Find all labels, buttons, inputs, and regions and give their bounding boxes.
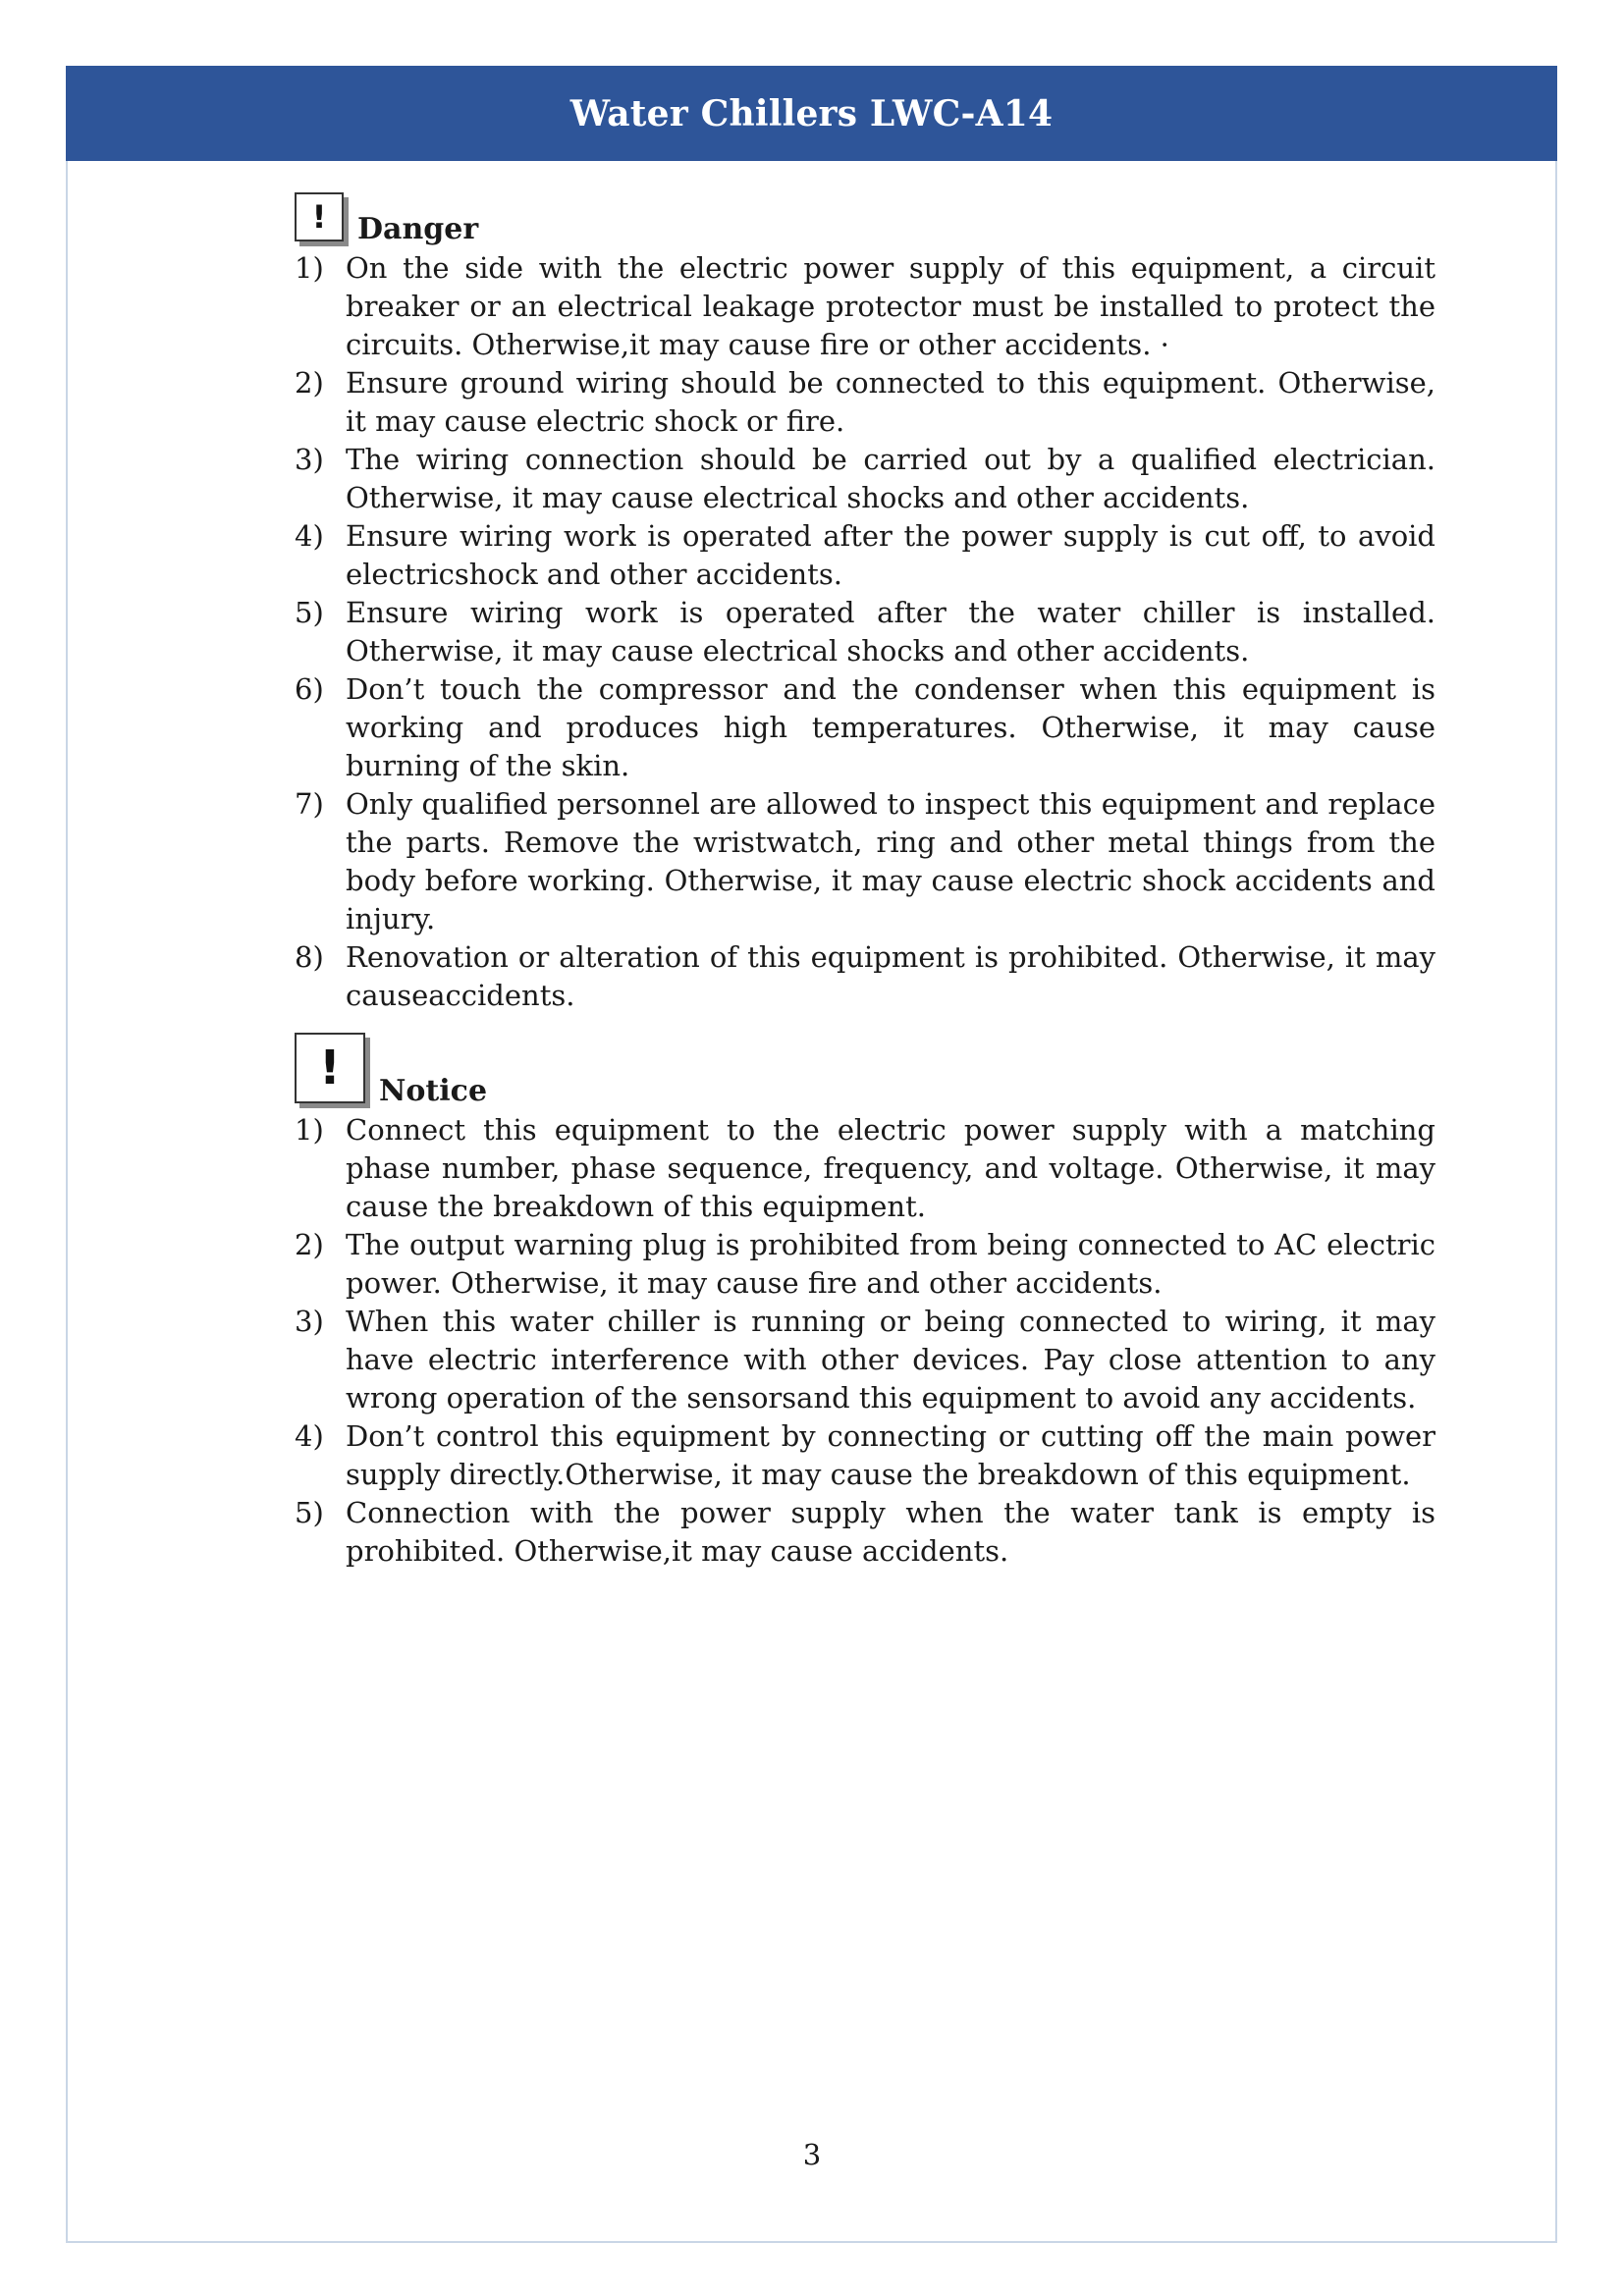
list-item bbox=[295, 938, 1435, 1015]
danger-title: Danger bbox=[357, 212, 479, 246]
page-number: 3 bbox=[802, 2138, 822, 2171]
list-item bbox=[295, 441, 1435, 517]
item-text: On the side with the electric power supply of this equipment, a circuit breaker or an electrical leakage protector must be installed to protect the circuits. Otherwise,it may cause fire or other accidents. · bbox=[346, 251, 1435, 361]
list-item bbox=[295, 785, 1435, 938]
item-number: 3) bbox=[295, 1305, 324, 1338]
danger-section bbox=[295, 192, 1435, 1015]
list-item bbox=[295, 249, 1435, 364]
item-text: Don’t control this equipment by connecting or cutting off the main power supply directly.Otherwise, it may cause the breakdown of this equipment. bbox=[346, 1419, 1435, 1491]
item-text: The wiring connection should be carried out by a qualified electrician. Otherwise, it may cause electrical shocks and other accidents. bbox=[346, 443, 1435, 514]
item-number: 2) bbox=[295, 1228, 324, 1261]
list-item bbox=[295, 1494, 1435, 1571]
item-text: The output warning plug is prohibited from being connected to AC electric power. Otherwise, it may cause fire and other accidents. bbox=[346, 1228, 1435, 1300]
list-item bbox=[295, 364, 1435, 441]
notice-heading bbox=[295, 1033, 1435, 1108]
header-bar bbox=[66, 66, 1557, 161]
item-text: When this water chiller is running or being connected to wiring, it may have electric interference with other devices. Pay close attention to any wrong operation of the sensorsand this equipment to avoid any accidents. bbox=[346, 1305, 1435, 1415]
item-number: 6) bbox=[295, 672, 324, 706]
notice-title: Notice bbox=[379, 1074, 488, 1108]
item-number: 2) bbox=[295, 366, 324, 400]
list-item bbox=[295, 1417, 1435, 1494]
item-text: Connection with the power supply when the water tank is empty is prohibited. Otherwise,it may cause accidents. bbox=[346, 1496, 1435, 1568]
item-number: 1) bbox=[295, 251, 324, 285]
item-text: Ensure wiring work is operated after the power supply is cut off, to avoid electricshock and other accidents. bbox=[346, 519, 1435, 591]
item-text: Only qualified personnel are allowed to inspect this equipment and replace the parts. Remove the wristwatch, ring and other metal things from the body before working. Otherwise, it may cause electric shock accidents and injury. bbox=[346, 787, 1435, 935]
exclamation-warning-icon: ! bbox=[295, 1033, 365, 1103]
item-text: Ensure ground wiring should be connected to this equipment. Otherwise, it may cause electric shock or fire. bbox=[346, 366, 1435, 438]
list-item bbox=[295, 517, 1435, 594]
page-title: Water Chillers LWC-A14 bbox=[569, 92, 1054, 134]
notice-section bbox=[295, 1033, 1435, 1571]
item-number: 5) bbox=[295, 1496, 324, 1529]
list-item bbox=[295, 1111, 1435, 1226]
list-item bbox=[295, 1303, 1435, 1417]
exclamation-warning-icon: ! bbox=[295, 192, 344, 241]
item-text: Renovation or alteration of this equipment is prohibited. Otherwise, it may causeaccidents. bbox=[346, 940, 1435, 1012]
danger-list bbox=[295, 249, 1435, 1015]
item-number: 3) bbox=[295, 443, 324, 476]
item-number: 4) bbox=[295, 1419, 324, 1453]
item-number: 8) bbox=[295, 940, 324, 974]
page-content bbox=[295, 192, 1435, 1571]
list-item bbox=[295, 670, 1435, 785]
item-number: 1) bbox=[295, 1113, 324, 1147]
item-text: Ensure wiring work is operated after the water chiller is installed. Otherwise, it may cause electrical shocks and other accidents. bbox=[346, 596, 1435, 667]
item-text: Don’t touch the compressor and the condenser when this equipment is working and produces high temperatures. Otherwise, it may cause burning of the skin. bbox=[346, 672, 1435, 782]
danger-heading bbox=[295, 192, 1435, 246]
item-number: 7) bbox=[295, 787, 324, 821]
item-text: Connect this equipment to the electric power supply with a matching phase number, phase sequence, frequency, and voltage. Otherwise, it may cause the breakdown of this equipment. bbox=[346, 1113, 1435, 1223]
item-number: 5) bbox=[295, 596, 324, 629]
item-number: 4) bbox=[295, 519, 324, 553]
notice-list bbox=[295, 1111, 1435, 1571]
list-item bbox=[295, 1226, 1435, 1303]
list-item bbox=[295, 594, 1435, 670]
